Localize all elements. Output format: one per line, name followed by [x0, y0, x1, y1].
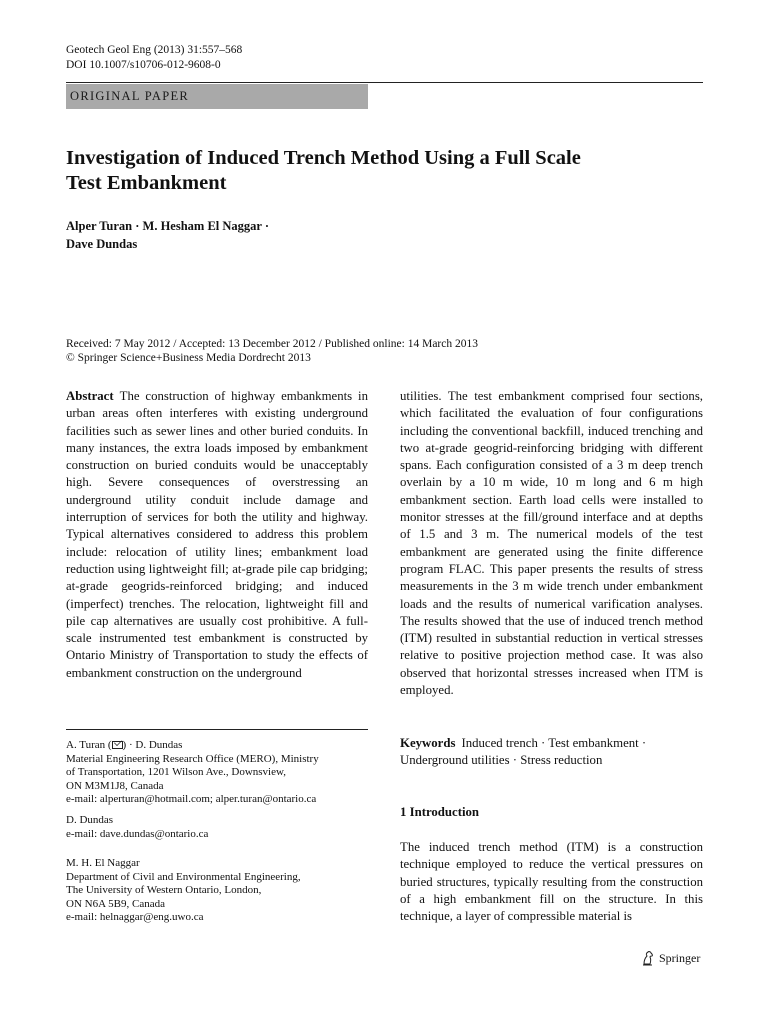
affiliation-dundas: [66, 814, 368, 841]
publisher-name: Springer: [659, 950, 701, 965]
section-heading-introduction: 1 Introduction: [400, 805, 480, 819]
doi: DOI 10.1007/s10706-012-9608-0: [66, 59, 221, 71]
keywords-text: Induced trench · Test embankment · Underground utilities · Stress reduction: [400, 736, 647, 767]
affil-1-name-line: A. Turan ( ) · D. Dundas: [66, 739, 183, 751]
affil-3-email: e-mail: helnaggar@eng.uwo.ca: [66, 911, 204, 923]
abstract-text-right: utilities. The test embankment comprised four sections, which facilitated the evaluation of four configurations including the conventional backfill, induced trenching and two at-grade geogrid-reinforcing bridging with different spans. Each configuration consisted of a 3 m deep trench overlain by a 10 m wide, 10 m long and 6 m high embankment section. Earth load cells were installed to monitor stresses at the fill/ground interface and at depths of 1.5 and 3 m. The numerical models of the test embankment are generated using the finite difference program FLAC. This paper presents the results of stress measurements in the 3 m wide trench under embankment loads and the results of numerical varification analyses. The results showed that the use of induced trench method (ITM) resulted in substantial reduction in vertical stresses relative to positive projection method case. It was also observed that horizontal stresses increased when ITM is employed.: [400, 389, 703, 698]
abstract-heading: Abstract: [66, 389, 114, 403]
abstract-text-left: The construction of highway embankments in urban areas often interferes with existing underground facilities such as sewer lines and other buried conduits. In many instances, the extra loads imposed by embankment construction on buried conduits would be unacceptably high. Severe consequences of overstressing an underground utility conduit include damage and interruption of services for both the utility and highway. Typical alternatives considered to address this problem include: relocation of utility lines; embankment load reduction using lightweight fill; at-grade pile cap bridging; at-grade geogrids-reinforced bridging; and induced (imperfect) trenches. The relocation, lightweight fill and pile cap alternatives are usually cost prohibitive. A full-scale instrumented test embankment is constructed by Ontario Ministry of Transportation to study the effects of embankment construction on the underground: [66, 389, 368, 680]
authors-line-2: Dave Dundas: [66, 237, 138, 251]
journal-reference: [66, 43, 242, 73]
affil-3-line: Department of Civil and Environmental Engineering,: [66, 870, 301, 883]
affil-1-line: of Transportation, 1201 Wilson Ave., Downsview,: [66, 766, 286, 778]
affil-3-name: M. H. El Naggar: [66, 857, 140, 869]
abstract-left-column: [66, 388, 368, 682]
affil-2-email: e-mail: dave.dundas@ontario.ca: [66, 827, 209, 840]
abstract-right-column: [400, 388, 703, 699]
affiliation-rule: [66, 729, 368, 730]
author-list: [66, 217, 466, 253]
publication-dates: [66, 337, 706, 365]
publisher-footer: [641, 950, 700, 966]
journal-citation: Geotech Geol Eng (2013) 31:557–568: [66, 44, 243, 56]
paper-title: [66, 146, 706, 196]
springer-horse-icon: [641, 950, 655, 966]
affil-3-line: The University of Western Ontario, London,: [66, 884, 262, 896]
introduction-text: The induced trench method (ITM) is a construction technique employed to reduce the vertical pressures on buried structures, typically resulting from the construction of a high embankment fill on the structure. In this technique, a layer of compressible material is: [400, 840, 703, 924]
header-rule: [66, 82, 703, 83]
title-line-1: Investigation of Induced Trench Method Using a Full Scale: [66, 147, 581, 169]
affil-1-line: ON M3M1J8, Canada: [66, 779, 164, 792]
keywords-heading: Keywords: [400, 736, 456, 750]
copyright-line: © Springer Science+Business Media Dordrecht 2013: [66, 352, 311, 364]
paper-type-banner: ORIGINAL PAPER: [66, 84, 368, 109]
keywords-block: [400, 735, 703, 769]
mail-icon: [112, 741, 123, 749]
affil-1-line: Material Engineering Research Office (MERO), Ministry: [66, 752, 319, 765]
affiliation-el-naggar: [66, 857, 368, 925]
affil-1-email: e-mail: alperturan@hotmail.com; alper.turan@ontario.ca: [66, 793, 317, 805]
affil-2-name: D. Dundas: [66, 814, 114, 826]
dates-line: Received: 7 May 2012 / Accepted: 13 December 2012 / Published online: 14 March 2013: [66, 338, 478, 350]
affiliation-turan-dundas: [66, 739, 368, 807]
title-line-2: Test Embankment: [66, 172, 227, 194]
affil-3-line: ON N6A 5B9, Canada: [66, 897, 165, 910]
authors-line-1: Alper Turan · M. Hesham El Naggar ·: [66, 219, 270, 233]
